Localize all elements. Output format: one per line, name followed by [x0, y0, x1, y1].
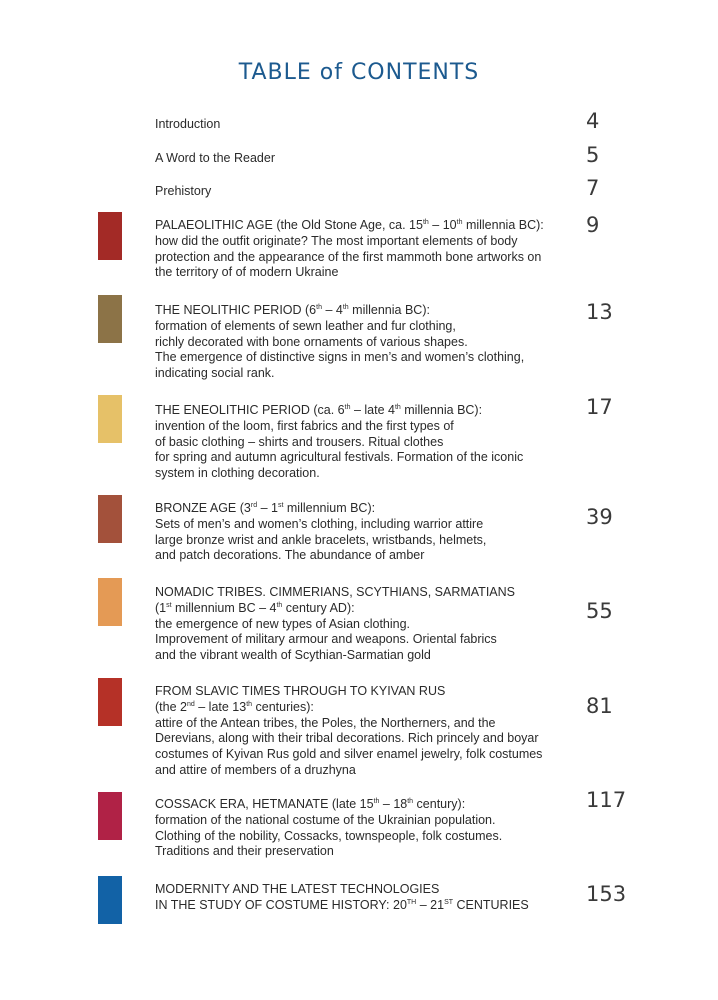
page-number: 5 [586, 143, 600, 167]
ordinal-suffix: th [246, 700, 253, 708]
toc-section [155, 797, 575, 860]
section-text-line: protection and the appearance of the first mammoth bone artworks on [155, 249, 542, 264]
section-text-line: Clothing of the nobility, Cossacks, townspeople, folk costumes. [155, 828, 503, 843]
section-text-line: how did the outfit originate? The most important elements of body [155, 233, 518, 248]
ordinal-suffix: TH [406, 898, 417, 906]
toc-entry-word-to-reader: A Word to the Reader [155, 151, 275, 165]
section-text-line: and the vibrant wealth of Scythian-Sarmatian gold [155, 648, 431, 663]
ordinal-suffix: th [422, 218, 429, 226]
page-title: TABLE of CONTENTS [238, 60, 480, 85]
toc-entry-introduction: Introduction [155, 117, 221, 131]
toc-section [155, 218, 575, 281]
section-text-line: the territory of of modern Ukraine [155, 265, 339, 280]
color-swatch [98, 495, 122, 543]
section-text-line: attire of the Antean tribes, the Poles, the Northerners, and the [155, 715, 496, 730]
section-text-line: large bronze wrist and ankle bracelets, wristbands, helmets, [155, 532, 487, 547]
section-text-line: BRONZE AGE (3rd – 1st millennium BC): [155, 501, 376, 515]
ordinal-suffix: th [316, 303, 322, 311]
section-text-line: and attire of members of a druzhyna [155, 762, 356, 777]
color-swatch [98, 876, 122, 924]
toc-section [155, 684, 575, 779]
page-number: 7 [586, 176, 600, 200]
ordinal-suffix: th [407, 797, 414, 805]
section-text-line: invention of the loom, first fabrics and the first types of [155, 418, 454, 433]
section-text-line: formation of elements of sewn leather and fur clothing, [155, 318, 456, 333]
section-text-line: (the 2nd – late 13th centuries): [155, 699, 314, 714]
ordinal-suffix: th [344, 403, 351, 411]
page-number: 13 [586, 300, 613, 324]
toc-entry-prehistory: Prehistory [155, 184, 212, 198]
page-number: 4 [586, 109, 600, 133]
ordinal-suffix: ST [444, 898, 454, 906]
page-number: 39 [586, 505, 613, 529]
page-number: 153 [586, 882, 627, 906]
toc-section [155, 403, 575, 482]
ordinal-suffix: rd [250, 501, 258, 509]
section-text-line: for spring and autumn agricultural festivals. Formation of the iconic [155, 450, 524, 465]
color-swatch [98, 212, 122, 260]
toc-section [155, 882, 575, 914]
section-text-line: NOMADIC TRIBES. CIMMERIANS, SCYTHIANS, SARMATIANS [155, 585, 515, 599]
section-text-line: PALAEOLITHIC AGE (the Old Stone Age, ca. 15th – 10th millennia BC): [155, 218, 544, 232]
section-text-line: formation of the national costume of the Ukrainian population. [155, 812, 496, 827]
ordinal-suffix: st [166, 601, 172, 609]
section-text-line: indicating social rank. [155, 366, 275, 381]
ordinal-suffix: nd [186, 700, 195, 708]
page-number: 117 [586, 788, 627, 812]
section-text-line: THE ENEOLITHIC PERIOD (ca. 6th – late 4th millennia BC): [155, 403, 483, 417]
ordinal-suffix: th [342, 303, 349, 311]
section-text-line: costumes of Kyivan Rus gold and silver enamel jewelry, folk costumes [155, 747, 543, 762]
toc-section [155, 501, 575, 564]
section-text-line: IN THE STUDY OF COSTUME HISTORY: 20TH – 21ST CENTURIES [155, 897, 529, 912]
section-text-line: The emergence of distinctive signs in men’s and women’s clothing, [155, 350, 525, 365]
ordinal-suffix: st [277, 501, 284, 509]
page-number: 81 [586, 694, 613, 718]
section-text-line: THE NEOLITHIC PERIOD (6th – 4th millennia BC): [155, 303, 430, 317]
section-text-line: the emergence of new types of Asian clothing. [155, 616, 411, 631]
page-number: 9 [586, 213, 600, 237]
ordinal-suffix: th [373, 797, 380, 805]
section-text-line: of basic clothing – shirts and trousers. Ritual clothes [155, 434, 444, 449]
color-swatch [98, 792, 122, 840]
color-swatch [98, 295, 122, 343]
ordinal-suffix: th [394, 403, 401, 411]
toc-section [155, 303, 575, 382]
section-text-line: Improvement of military armour and weapons. Oriental fabrics [155, 632, 497, 647]
section-text-line: richly decorated with bone ornaments of various shapes. [155, 334, 468, 349]
ordinal-suffix: th [276, 601, 283, 609]
section-text-line: Derevians, along with their tribal decorations. Rich princely and boyar [155, 731, 539, 746]
toc-section [155, 585, 575, 664]
section-text-line: (1st millennium BC – 4th century AD): [155, 600, 355, 615]
section-text-line: Sets of men’s and women’s clothing, including warrior attire [155, 516, 484, 531]
color-swatch [98, 578, 122, 626]
color-swatch [98, 678, 122, 726]
color-swatch [98, 395, 122, 443]
section-text-line: FROM SLAVIC TIMES THROUGH TO KYIVAN RUS [155, 684, 446, 698]
page-number: 17 [586, 395, 613, 419]
section-text-line: COSSACK ERA, HETMANATE (late 15th – 18th century): [155, 797, 466, 811]
section-text-line: and patch decorations. The abundance of amber [155, 548, 425, 563]
section-text-line: MODERNITY AND THE LATEST TECHNOLOGIES [155, 882, 440, 896]
section-text-line: Traditions and their preservation [155, 844, 334, 859]
ordinal-suffix: th [456, 218, 463, 226]
page-number: 55 [586, 599, 613, 623]
section-text-line: system in clothing decoration. [155, 466, 320, 481]
